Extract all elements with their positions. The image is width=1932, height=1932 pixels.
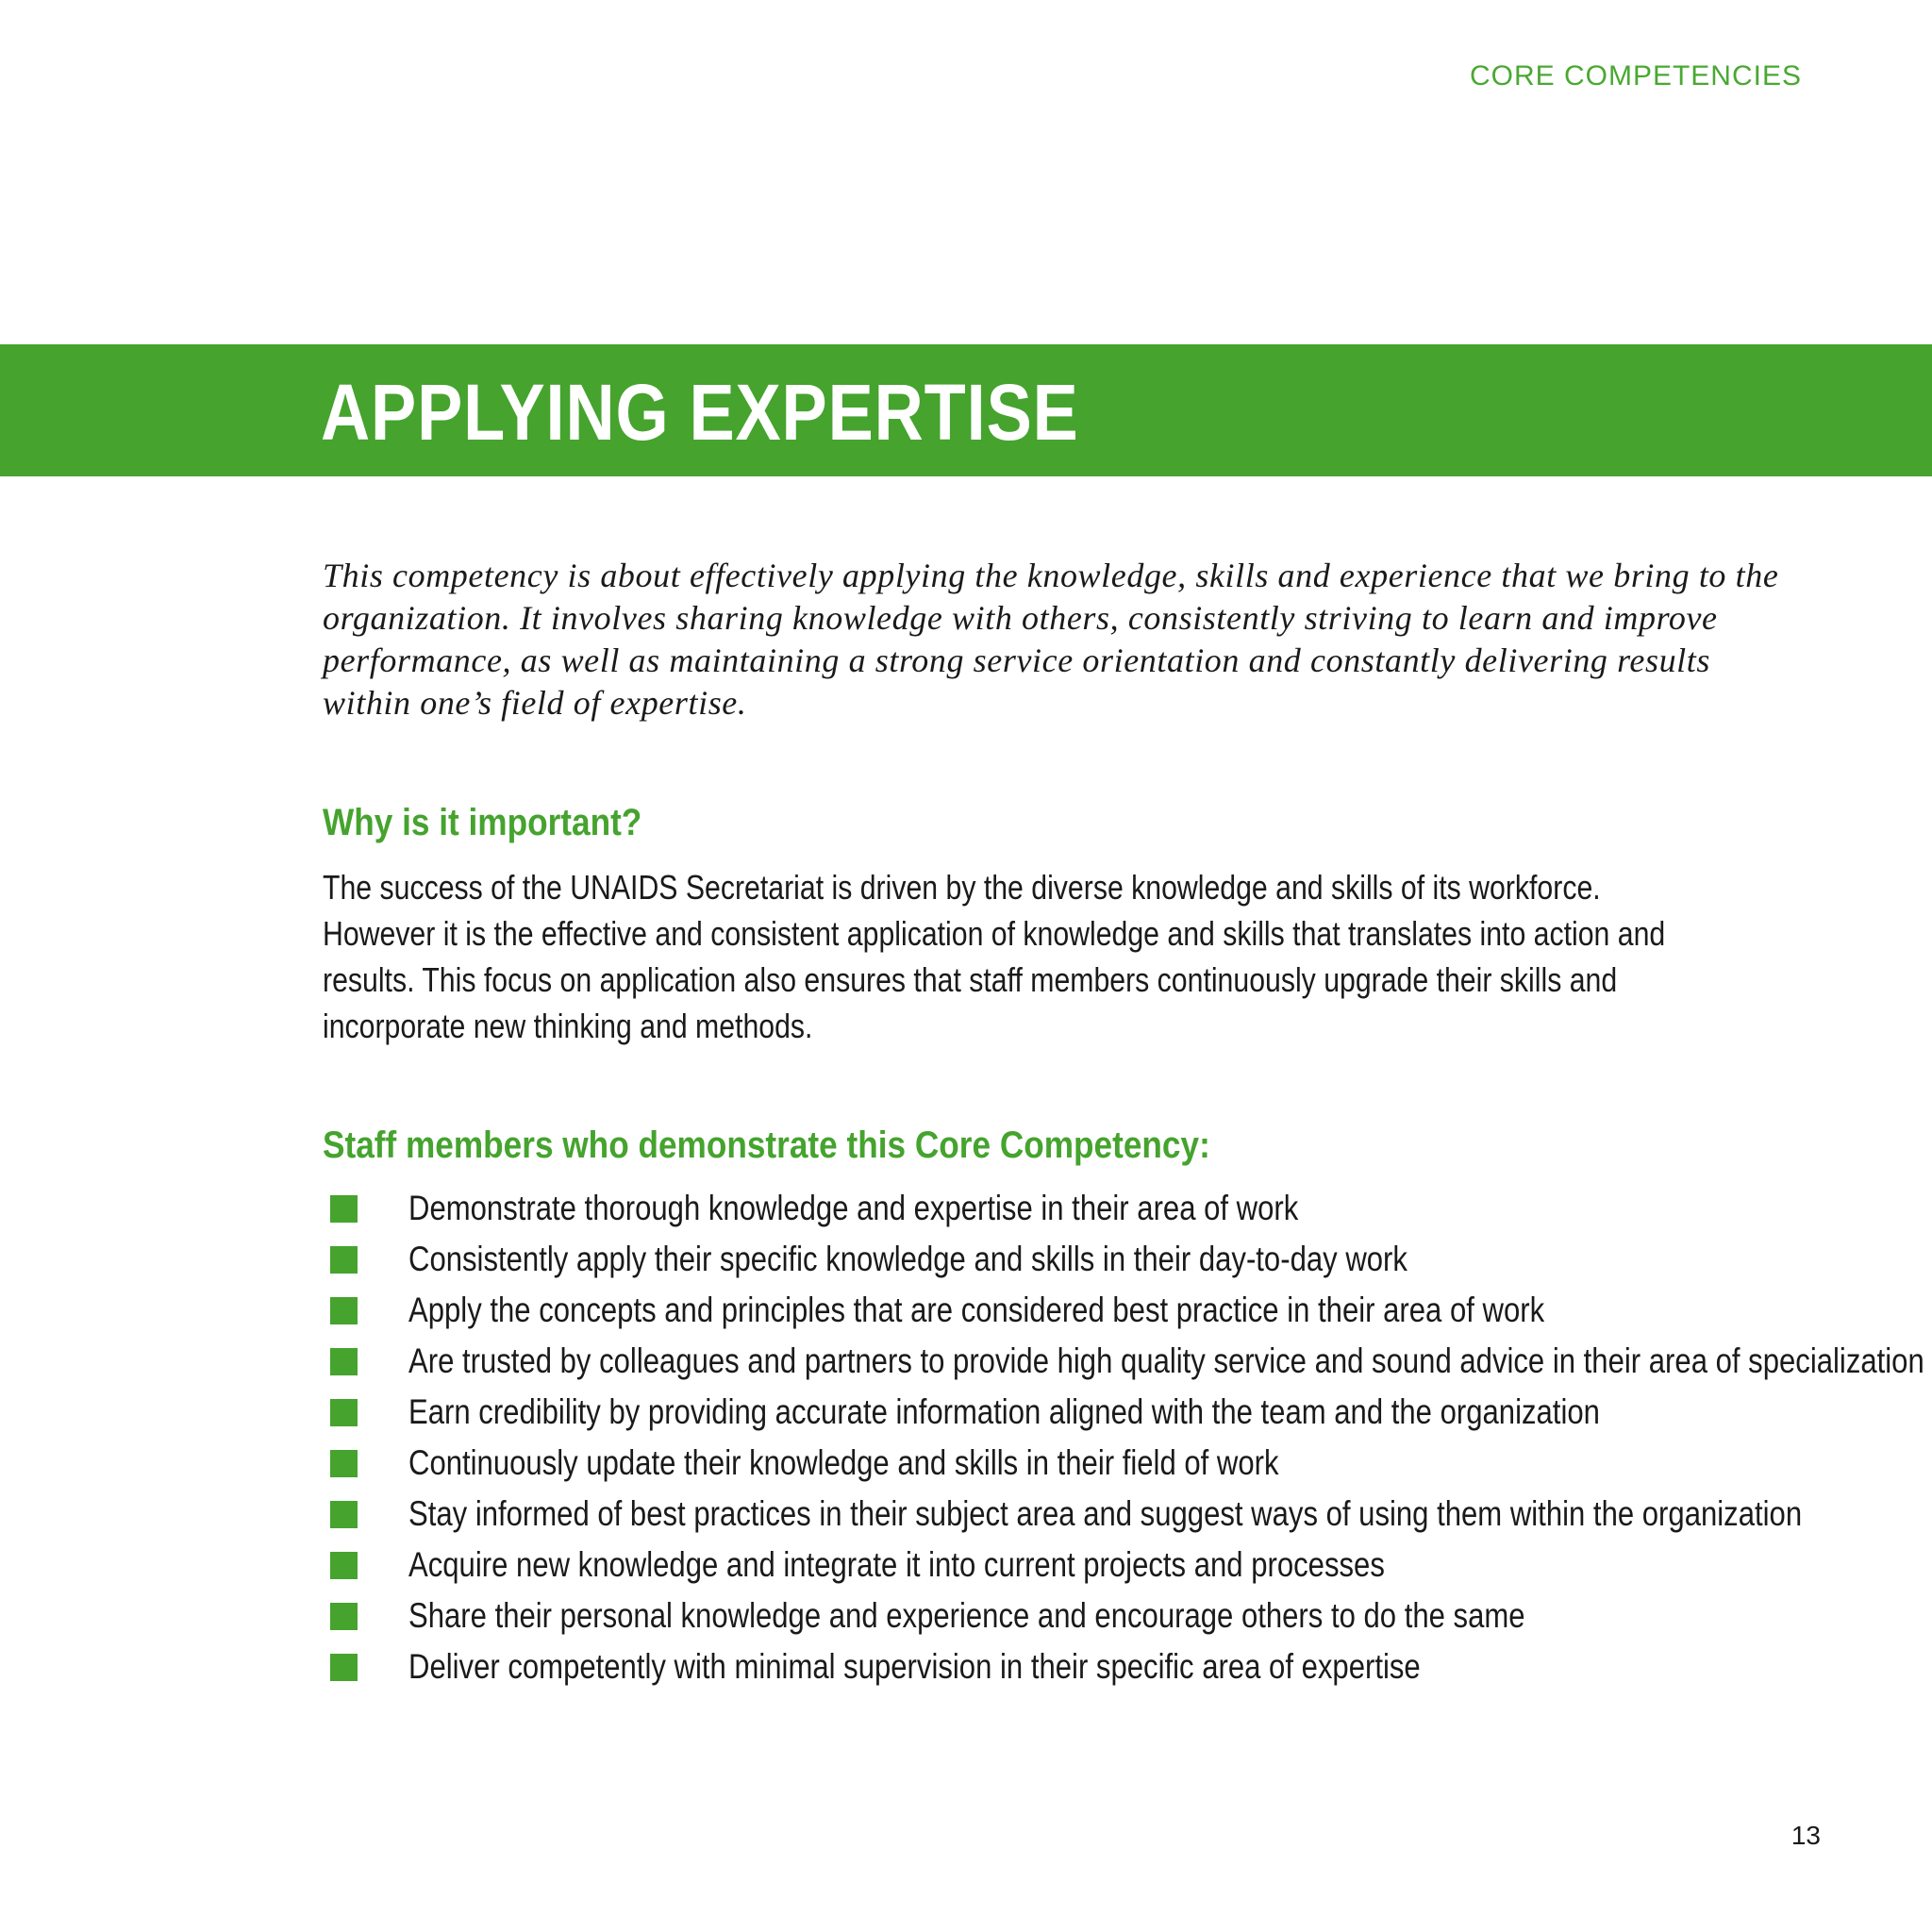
list-item (330, 1641, 1932, 1692)
list-item (330, 1438, 1932, 1489)
square-bullet-icon (330, 1501, 358, 1528)
list-item-text: Stay informed of best practices in their subject area and suggest ways of using them within the organization (408, 1494, 1803, 1533)
title-band (0, 344, 1932, 476)
list-item (330, 1234, 1932, 1285)
list-item-text: Are trusted by colleagues and partners to provide high quality service and sound advice in their area of specialization (408, 1341, 1924, 1380)
list-item (330, 1489, 1932, 1540)
list-item-text: Apply the concepts and principles that are considered best practice in their area of work (408, 1291, 1545, 1329)
page-title: APPLYING EXPERTISE (321, 368, 1079, 457)
list-item (330, 1336, 1932, 1387)
behaviors-list (330, 1183, 1932, 1692)
list-item (330, 1285, 1932, 1336)
page-number: 13 (1790, 1821, 1821, 1850)
list-item (330, 1591, 1932, 1641)
square-bullet-icon (330, 1552, 358, 1579)
square-bullet-icon (330, 1195, 358, 1223)
square-bullet-icon (330, 1654, 358, 1681)
square-bullet-icon (330, 1246, 358, 1274)
importance-heading: Why is it important? (323, 802, 642, 843)
list-item-text: Acquire new knowledge and integrate it into current projects and processes (408, 1545, 1385, 1584)
list-item-text: Deliver competently with minimal supervision in their specific area of expertise (408, 1647, 1421, 1686)
list-item-text: Consistently apply their specific knowledge and skills in their day-to-day work (408, 1240, 1407, 1278)
section-label: CORE COMPETENCIES (1469, 60, 1802, 92)
importance-body: The success of the UNAIDS Secretariat is driven by the diverse knowledge and skills of its workforce. However it is the effective and consistent application of knowledge and skills that translates into action and results. This focus on application also ensures that staff members continuously upgrade their skills and incorporate new thinking and methods. (323, 868, 1666, 1045)
list-item-text: Earn credibility by providing accurate information aligned with the team and the organization (408, 1392, 1600, 1431)
square-bullet-icon (330, 1399, 358, 1426)
square-bullet-icon (330, 1450, 358, 1477)
list-item (330, 1540, 1932, 1591)
list-item (330, 1387, 1932, 1438)
behaviors-heading: Staff members who demonstrate this Core Competency: (323, 1124, 1210, 1166)
square-bullet-icon (330, 1297, 358, 1324)
intro-paragraph: This competency is about effectively applying the knowledge, skills and experience that we bring to the organization. It involves sharing knowledge with others, consistently striving to learn and improve performance, as well as maintaining a strong service orientation and constantly delivering results within one’s field of expertise. (323, 557, 1779, 722)
list-item-text: Share their personal knowledge and experience and encourage others to do the same (408, 1596, 1525, 1635)
square-bullet-icon (330, 1348, 358, 1375)
square-bullet-icon (330, 1603, 358, 1630)
list-item-text: Continuously update their knowledge and skills in their field of work (408, 1443, 1279, 1482)
list-item-text: Demonstrate thorough knowledge and expertise in their area of work (408, 1189, 1299, 1227)
list-item (330, 1183, 1932, 1234)
